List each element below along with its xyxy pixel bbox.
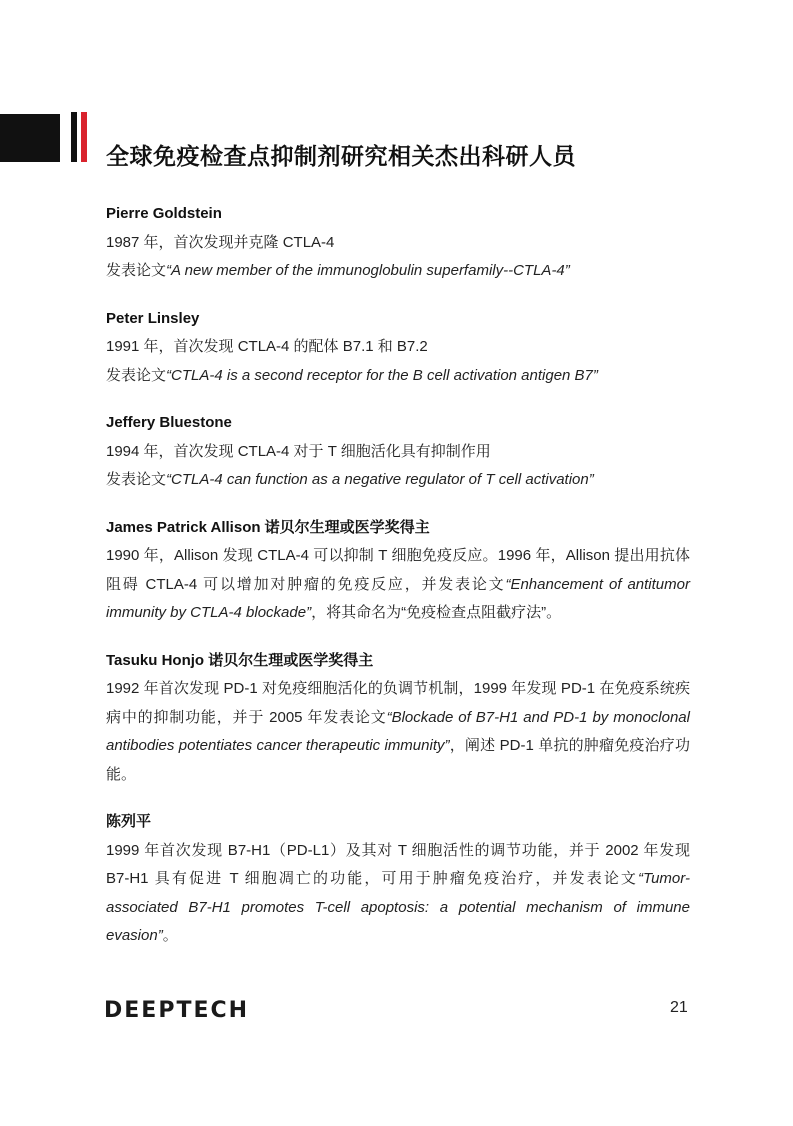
discovery-line: 1987 年，首次发现并克隆 CTLA-4 (106, 233, 335, 251)
description-text: 1992 年首次发现 PD-1 对免疫细胞活化的负调节机制，1999 年发现 PD-1 在免疫系统疾病中的抑制功能，并于 2005 年发表论文 (106, 680, 690, 726)
paper-title: “Tumor-associated B7-H1 promotes T-cell apoptosis: a potential mechanism of immune evasion” (106, 870, 690, 944)
researcher-name: Tasuku Honjo 诺贝尔生理或医学奖得主 (106, 651, 374, 669)
description-text-end: ，阐述 PD-1 单抗的肿瘤免疫治疗功能。 (106, 737, 691, 783)
researcher-name: Pierre Goldstein (106, 205, 222, 222)
discovery-line: 1991 年，首次发现 CTLA-4 的配体 B7.1 和 B7.2 (106, 338, 428, 355)
researcher-entry (106, 200, 690, 286)
research-description (106, 837, 690, 951)
header-black-bar (71, 112, 77, 162)
header-red-bar (81, 112, 87, 162)
description-text-end: ，将其命名为“免疫检查点阻截疗法”。 (311, 604, 562, 621)
description-text: 1990 年，Allison 发现 CTLA-4 可以抑制 T 细胞免疫反应。1996 年，Allison 提出用抗体阻碍 CTLA-4 可以增加对肿瘤的免疫反应，并发表论文 (106, 547, 690, 593)
paper-title: “Enhancement of antitumor immunity by CTLA-4 blockade” (106, 575, 690, 621)
researcher-name: Peter Linsley (106, 309, 200, 327)
researcher-entry (106, 647, 690, 790)
paper-line (106, 466, 690, 495)
paper-line (106, 257, 690, 286)
page-number: 21 (670, 999, 688, 1016)
description-text-end: 。 (162, 927, 178, 944)
description-text: 1999 年首次发现 B7-H1（PD-L1）及其对 T 细胞活性的调节功能，并于 2002 年发现 B7-H1 具有促进 T 细胞凋亡的功能，可用于肿瘤免疫治疗，并发表论文 (106, 841, 690, 887)
researcher-entry (106, 514, 690, 628)
researcher-entry (106, 808, 690, 951)
research-description (106, 675, 690, 789)
header-black-block (0, 114, 60, 162)
researcher-name: Jeffery Bluestone (106, 414, 232, 431)
researcher-entry (106, 305, 690, 391)
paper-title: “CTLA-4 is a second receptor for the B cell activation antigen B7” (166, 366, 598, 384)
paper-title: “A new member of the immunoglobulin superfamily--CTLA-4” (166, 262, 570, 279)
researcher-list (106, 200, 690, 970)
research-description (106, 542, 690, 628)
paper-prefix: 发表论文 (106, 366, 167, 384)
researcher-name: James Patrick Allison 诺贝尔生理或医学奖得主 (106, 518, 430, 536)
paper-line (106, 362, 690, 391)
page-title: 全球免疫检查点抑制剂研究相关杰出科研人员 (106, 143, 576, 170)
researcher-entry (106, 409, 690, 495)
deeptech-logo: DEEPTECH (104, 998, 250, 1023)
paper-title: “CTLA-4 can function as a negative regulator of T cell activation” (166, 471, 594, 488)
paper-title: “Blockade of B7-H1 and PD-1 by monoclonal antibodies potentiates cancer therapeutic immunity” (106, 708, 690, 754)
researcher-name: 陈列平 (106, 813, 152, 830)
paper-prefix: 发表论文 (106, 471, 167, 488)
discovery-line: 1994 年，首次发现 CTLA-4 对于 T 细胞活化具有抑制作用 (106, 442, 491, 460)
paper-prefix: 发表论文 (106, 262, 167, 279)
